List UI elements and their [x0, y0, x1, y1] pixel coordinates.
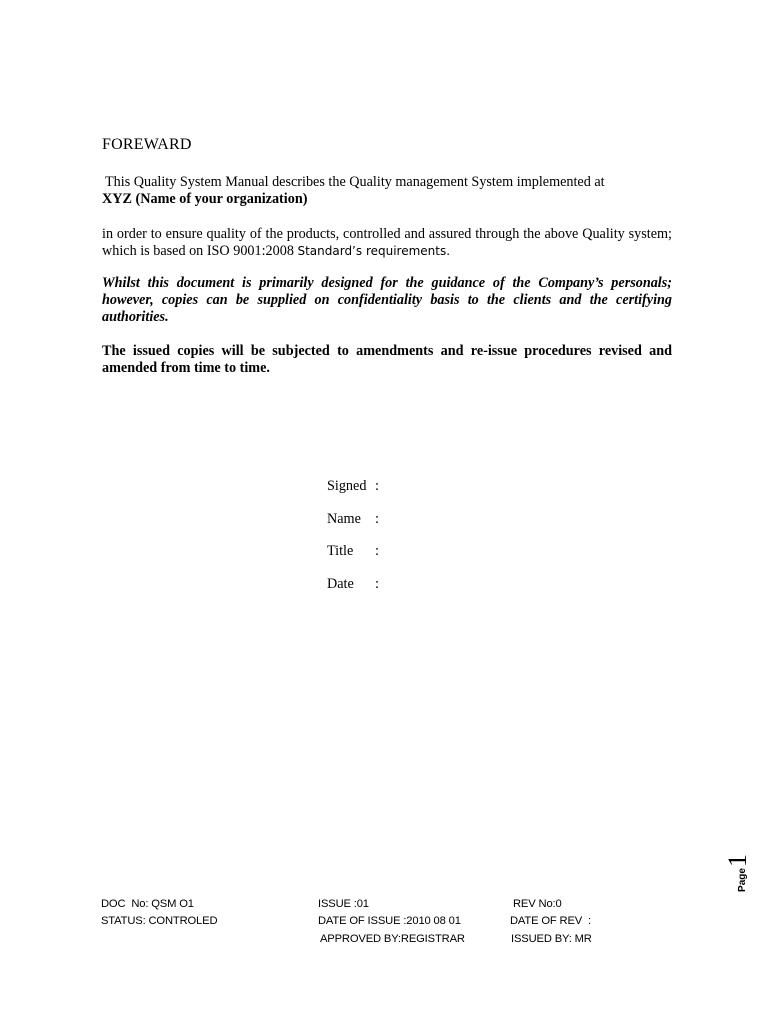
title-colon: :	[375, 543, 379, 559]
purpose-standard: Standard’s requirements.	[297, 244, 451, 258]
footer-date-of-issue: DATE OF ISSUE :2010 08 01	[318, 915, 461, 927]
footer-issued-by: ISSUED BY: MR	[511, 933, 592, 945]
title-label: Title	[327, 543, 354, 559]
footer-status: STATUS: CONTROLED	[101, 915, 218, 927]
page-word: Page	[737, 868, 748, 892]
intro-line: This Quality System Manual describes the Quality management System implemented at	[105, 174, 605, 190]
signed-colon: :	[375, 478, 379, 494]
name-label: Name	[327, 510, 361, 527]
footer-approved-by: APPROVED BY:REGISTRAR	[320, 933, 465, 945]
date-label: Date	[327, 575, 354, 592]
purpose-text: in order to ensure quality of the products, controlled and assured through the above Quality system; which is based on ISO 9001:2008	[102, 226, 672, 259]
name-colon: :	[375, 510, 379, 527]
guidance-paragraph: Whilst this document is primarily designed for the guidance of the Company’s personals; however, copies can be supplied on confidentiality basis to the clients and the certifying authorities.	[102, 275, 672, 325]
date-colon: :	[375, 575, 379, 592]
footer-issue: ISSUE :01	[318, 898, 369, 910]
foreword-heading: FOREWARD	[102, 136, 192, 153]
signed-label: Signed	[327, 478, 367, 494]
footer-rev-no: REV No:0	[513, 898, 562, 910]
page-number: 1	[723, 854, 752, 868]
amendment-paragraph: The issued copies will be subjected to amendments and re-issue procedures revised and amended from time to time.	[102, 343, 672, 376]
organization-name: XYZ (Name of your organization)	[102, 191, 308, 207]
footer-date-of-rev: DATE OF REV :	[510, 915, 591, 927]
footer-doc-no: DOC No: QSM O1	[101, 898, 194, 910]
